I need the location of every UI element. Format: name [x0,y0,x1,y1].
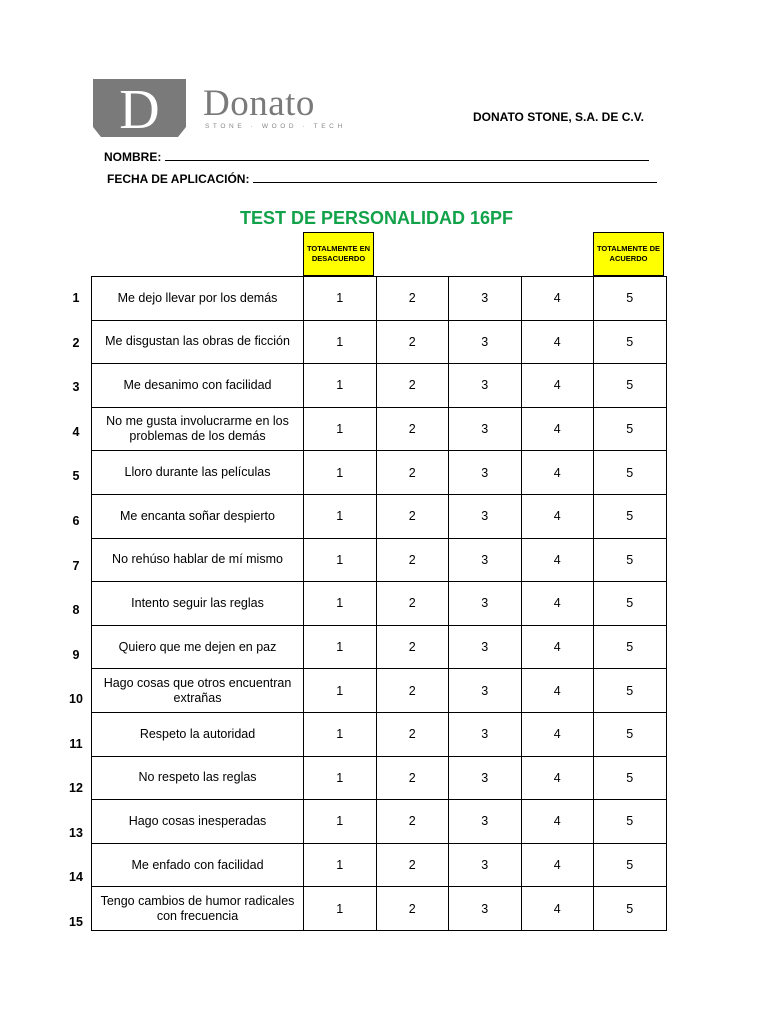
answer-option-4[interactable]: 4 [521,494,594,538]
question-number: 14 [69,870,83,885]
answer-option-2[interactable]: 2 [376,407,449,451]
question-number: 4 [72,424,80,439]
question-text: Tengo cambios de humor radicales con frecuencia [92,887,304,931]
table-row [92,277,667,321]
date-label: FECHA DE APLICACIÓN: [107,172,250,186]
answer-option-2[interactable]: 2 [376,756,449,800]
answer-option-5[interactable]: 5 [594,843,667,887]
table-row [92,407,667,451]
answer-option-2[interactable]: 2 [376,451,449,495]
answer-option-2[interactable]: 2 [376,843,449,887]
answer-option-4[interactable]: 4 [521,756,594,800]
table-row [92,712,667,756]
answer-option-5[interactable]: 5 [594,364,667,408]
question-text: No respeto las reglas [92,756,304,800]
answer-option-5[interactable]: 5 [594,451,667,495]
answer-option-4[interactable]: 4 [521,407,594,451]
table-row [92,364,667,408]
answer-option-2[interactable]: 2 [376,582,449,626]
answer-option-5[interactable]: 5 [594,887,667,931]
answer-option-2[interactable]: 2 [376,887,449,931]
answer-option-1[interactable]: 1 [304,843,377,887]
question-number: 7 [72,558,80,573]
answer-option-4[interactable]: 4 [521,800,594,844]
date-line[interactable] [253,171,657,183]
answer-option-3[interactable]: 3 [449,407,522,451]
answer-option-3[interactable]: 3 [449,582,522,626]
table-row [92,582,667,626]
question-text: No rehúso hablar de mí mismo [92,538,304,582]
answer-option-5[interactable]: 5 [594,712,667,756]
answer-option-4[interactable]: 4 [521,277,594,321]
answer-option-1[interactable]: 1 [304,625,377,669]
answer-option-4[interactable]: 4 [521,712,594,756]
answer-option-1[interactable]: 1 [304,669,377,713]
answer-option-1[interactable]: 1 [304,800,377,844]
answer-option-3[interactable]: 3 [449,843,522,887]
answer-option-3[interactable]: 3 [449,712,522,756]
answer-option-5[interactable]: 5 [594,625,667,669]
table-row [92,538,667,582]
answer-option-3[interactable]: 3 [449,625,522,669]
answer-option-3[interactable]: 3 [449,538,522,582]
table-row [92,843,667,887]
answer-option-5[interactable]: 5 [594,494,667,538]
answer-option-2[interactable]: 2 [376,669,449,713]
answer-option-1[interactable]: 1 [304,277,377,321]
answer-option-4[interactable]: 4 [521,451,594,495]
answer-option-2[interactable]: 2 [376,712,449,756]
table-row [92,887,667,931]
question-text: Me encanta soñar despierto [92,494,304,538]
date-field [107,171,657,186]
answer-option-1[interactable]: 1 [304,582,377,626]
answer-option-3[interactable]: 3 [449,800,522,844]
logo-wordmark: Donato [203,83,315,124]
table-row [92,669,667,713]
answer-option-5[interactable]: 5 [594,800,667,844]
answer-option-4[interactable]: 4 [521,320,594,364]
question-number: 5 [72,469,80,484]
question-number: 15 [69,914,83,929]
answer-option-1[interactable]: 1 [304,538,377,582]
question-text: Hago cosas que otros encuentran extrañas [92,669,304,713]
answer-option-5[interactable]: 5 [594,538,667,582]
answer-option-4[interactable]: 4 [521,843,594,887]
answer-option-4[interactable]: 4 [521,669,594,713]
answer-option-3[interactable]: 3 [449,277,522,321]
question-text: No me gusta involucrarme en los problemas de los demás [92,407,304,451]
answer-option-1[interactable]: 1 [304,451,377,495]
answer-option-2[interactable]: 2 [376,277,449,321]
question-number: 13 [69,825,83,840]
answer-option-1[interactable]: 1 [304,756,377,800]
question-text: Me desanimo con facilidad [92,364,304,408]
question-number: 3 [72,380,80,395]
question-text: Hago cosas inesperadas [92,800,304,844]
name-field [104,149,649,164]
questions-table [91,276,667,931]
company-logo [93,79,373,139]
answer-option-2[interactable]: 2 [376,364,449,408]
question-number: 11 [69,736,83,751]
answer-option-2[interactable]: 2 [376,625,449,669]
answer-option-4[interactable]: 4 [521,364,594,408]
table-row [92,320,667,364]
answer-option-1[interactable]: 1 [304,320,377,364]
answer-option-2[interactable]: 2 [376,538,449,582]
question-text: Intento seguir las reglas [92,582,304,626]
answer-option-5[interactable]: 5 [594,277,667,321]
question-text: Me enfado con facilidad [92,843,304,887]
question-number: 12 [69,781,83,796]
question-text: Me disgustan las obras de ficción [92,320,304,364]
answer-option-4[interactable]: 4 [521,582,594,626]
page-title: TEST DE PERSONALIDAD 16PF [240,208,514,228]
answer-option-2[interactable]: 2 [376,494,449,538]
answer-option-3[interactable]: 3 [449,756,522,800]
answer-option-5[interactable]: 5 [594,669,667,713]
table-row [92,756,667,800]
question-number: 8 [72,603,80,618]
scale-high-header: TOTALMENTE DE ACUERDO [593,232,664,276]
scale-low-header: TOTALMENTE EN DESACUERDO [303,232,374,276]
answer-option-1[interactable]: 1 [304,712,377,756]
question-text: Me dejo llevar por los demás [92,277,304,321]
answer-option-3[interactable]: 3 [449,494,522,538]
answer-option-1[interactable]: 1 [304,494,377,538]
logo-tagline: STONE · WOOD · TECH [205,123,346,130]
answer-option-2[interactable]: 2 [376,320,449,364]
question-number: 6 [72,514,80,528]
question-text: Lloro durante las películas [92,451,304,495]
answer-option-1[interactable]: 1 [304,887,377,931]
name-label: NOMBRE: [104,150,162,164]
answer-option-1[interactable]: 1 [304,407,377,451]
question-number: 10 [69,692,83,707]
table-row [92,625,667,669]
answer-option-5[interactable]: 5 [594,407,667,451]
table-row [92,494,667,538]
question-number: 2 [72,335,80,350]
question-number: 9 [72,647,80,662]
answer-option-3[interactable]: 3 [449,669,522,713]
answer-option-3[interactable]: 3 [449,364,522,408]
logo-letter: D [119,79,160,137]
answer-option-4[interactable]: 4 [521,538,594,582]
answer-option-3[interactable]: 3 [449,320,522,364]
table-row [92,451,667,495]
company-name: DONATO STONE, S.A. DE C.V. [473,110,644,124]
question-number: 1 [72,291,80,306]
table-row [92,800,667,844]
answer-option-1[interactable]: 1 [304,364,377,408]
answer-option-3[interactable]: 3 [449,887,522,931]
logo-badge-icon [93,79,186,137]
question-numbers [62,276,90,944]
name-line[interactable] [165,149,649,161]
answer-option-4[interactable]: 4 [521,887,594,931]
answer-option-5[interactable]: 5 [594,756,667,800]
answer-option-5[interactable]: 5 [594,582,667,626]
answer-option-2[interactable]: 2 [376,800,449,844]
question-text: Respeto la autoridad [92,712,304,756]
question-text: Quiero que me dejen en paz [92,625,304,669]
answer-option-5[interactable]: 5 [594,320,667,364]
answer-option-4[interactable]: 4 [521,625,594,669]
answer-option-3[interactable]: 3 [449,451,522,495]
